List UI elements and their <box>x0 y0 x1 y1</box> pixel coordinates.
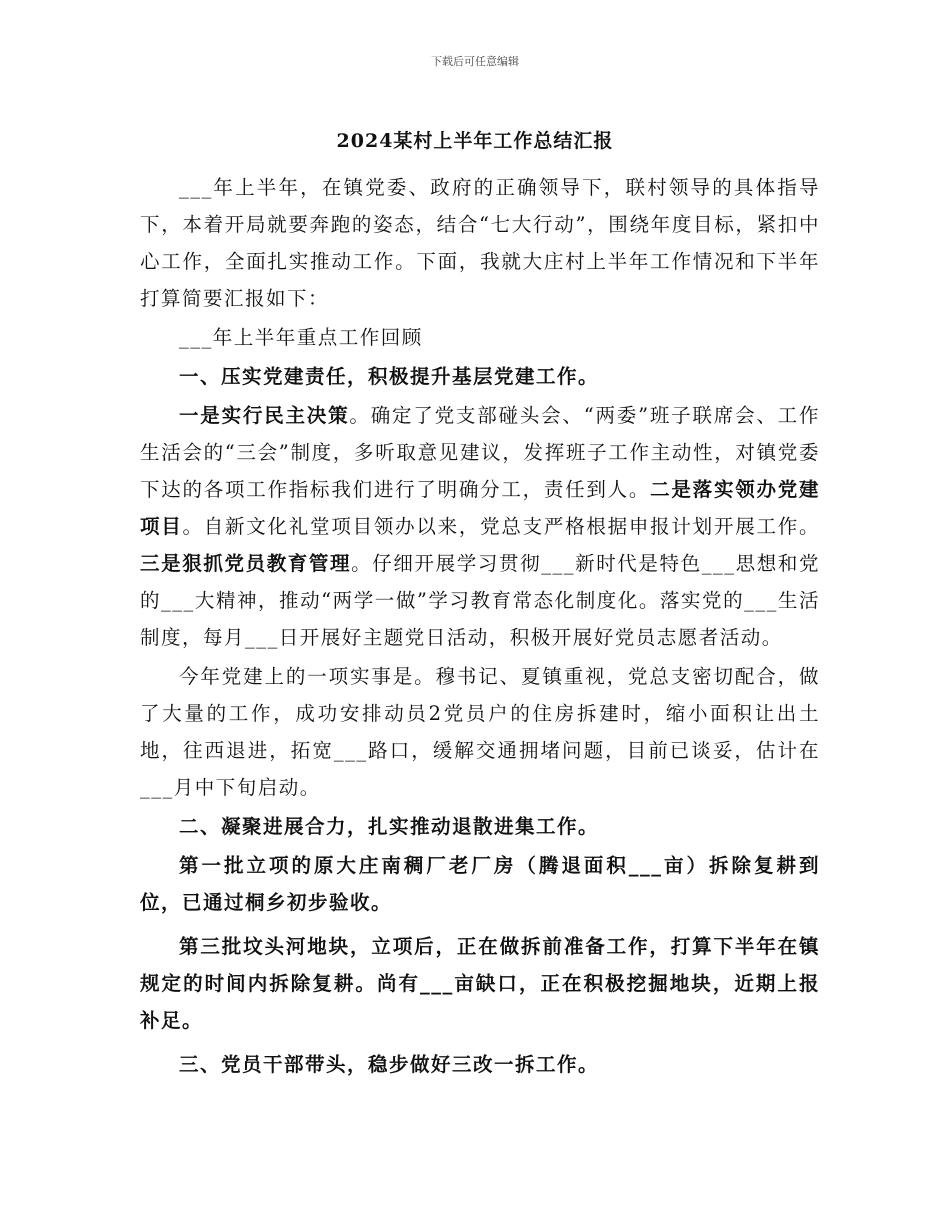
paragraph-intro: ___年上半年，在镇党委、政府的正确领导下，联村领导的具体指导下，本着开局就要奔跑的姿态，结合“七大行动”，围绕年度目标，紧扣中心工作，全面扎实推动工作。下面，我就大庄村上半年工作情况和下半年打算简要汇报如下： <box>140 176 820 310</box>
bold-phrase-1: 一是实行民主决策 <box>179 404 350 427</box>
text-run-1: 。确定了党支部碰头会、“两委”班子联席会、工作生活会的“三会”制度，多听取意见建议，发挥班子工作主动性，对镇党委下达的各项工作指标我们进行了明确分工，责任到人。 <box>140 404 820 501</box>
bold-phrase-2: 二是落实领办党建项目 <box>140 478 820 538</box>
page-header: 下载后可任意编辑 <box>431 55 519 68</box>
section-heading-3: 三、党员干部带头，稳步做好三改一拆工作。 <box>179 1053 600 1076</box>
paragraph-practical-matter: 今年党建上的一项实事是。穆书记、夏镇重视，党总支密切配合，做了大量的工作，成功安排动员2党员户的住房拆建时，缩小面积让出土地，往西退进，拓宽___路口，缓解交通拥堵问题，目前已谈妥，估计在___月中下旬启动。 <box>140 665 820 799</box>
section-heading-1: 一、压实党建责任，积极提升基层党建工作。 <box>179 365 600 388</box>
paragraph-review-heading: ___年上半年重点工作回顾 <box>179 326 423 349</box>
document-body <box>140 169 820 1083</box>
text-run-2: 。自新文化礼堂项目领办以来，党总支严格根据申报计划开展工作。 <box>182 515 820 538</box>
paragraph-first-batch: 第一批立项的原大庄南稠厂老厂房（腾退面积___亩）拆除复耕到位，已通过桐乡初步验收。 <box>140 854 820 914</box>
document-title: 2024某村上半年工作总结汇报 <box>336 130 614 152</box>
section-heading-2: 二、凝聚进展合力，扎实推动退散进集工作。 <box>179 815 600 838</box>
text-run-3: 。仔细开展学习贯彻___新时代是特色___思想和党的___大精神，推动“两学一做”学习教育常态化制度化。落实党的___生活制度，每月___日开展好主题党日活动，积极开展好党员志愿者活动。 <box>140 552 820 649</box>
bold-phrase-3: 三是狠抓党员教育管理 <box>140 552 352 575</box>
paragraph-party-building <box>140 397 820 656</box>
paragraph-third-batch: 第三批坟头河地块，立项后，正在做拆前准备工作，打算下半年在镇规定的时间内拆除复耕。尚有___亩缺口，正在积极挖掘地块，近期上报补足。 <box>140 935 820 1032</box>
